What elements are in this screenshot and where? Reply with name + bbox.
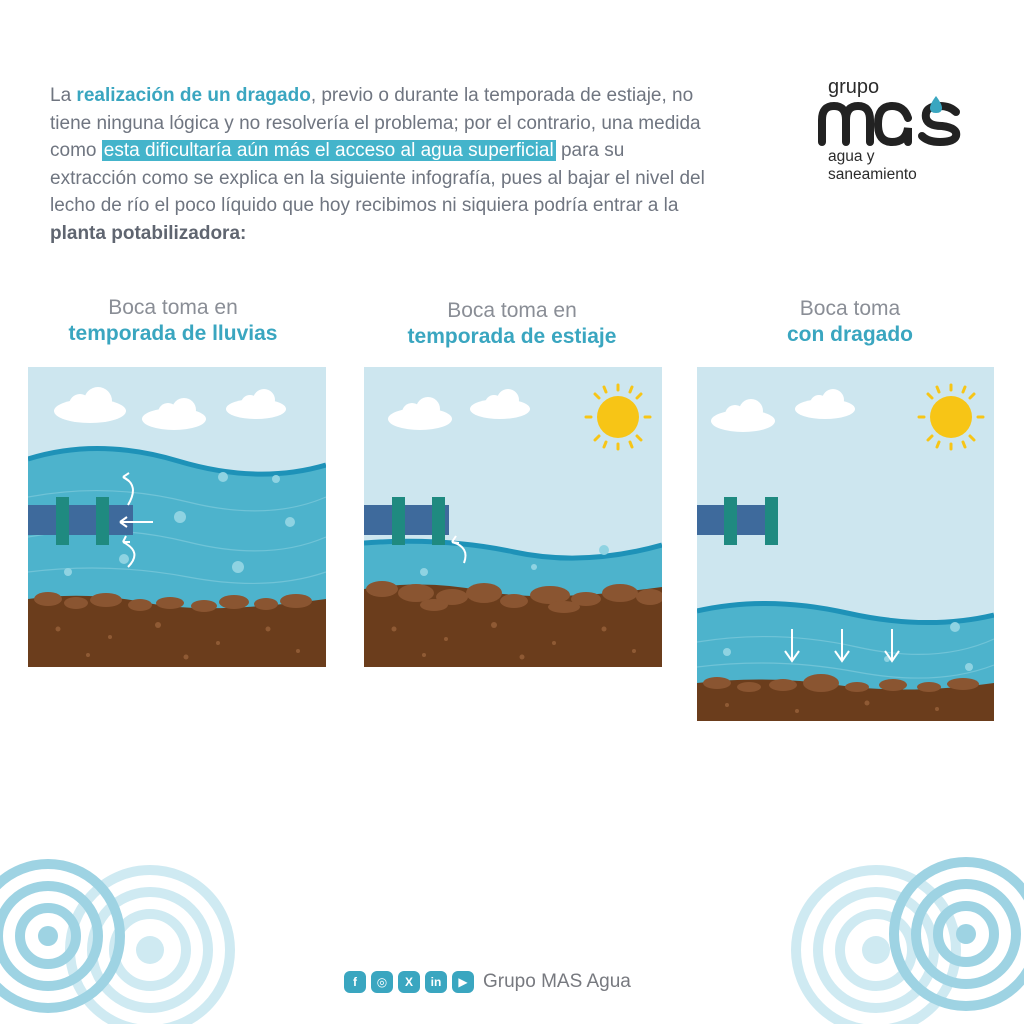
intro-paragraph [50, 82, 710, 247]
scene-dry-season [364, 367, 662, 667]
panel-title-lluvias [13, 295, 333, 347]
footer-brand-name: Grupo MAS Agua [483, 971, 631, 992]
scene-rainy-season [28, 367, 326, 667]
logo-sub-line2: saneamiento [828, 166, 917, 183]
logo-sub-line1: agua y [828, 148, 875, 165]
intro-highlight: esta dificultaría aún más el acceso al agua superficial [103, 140, 554, 161]
panel-title-line2: temporada de estiaje [407, 325, 617, 348]
panel-title-line1: Boca toma [799, 297, 901, 320]
logo-grupo-text: grupo [828, 76, 880, 98]
pipe-flange [96, 497, 109, 545]
pipe-flange [56, 497, 69, 545]
intro-accent-dredging: realización de un dragado [76, 85, 311, 106]
panel-title-line2: temporada de lluvias [68, 322, 278, 345]
pipe-flange [724, 497, 737, 545]
pipe-flange [765, 497, 778, 545]
intake-pipe [28, 505, 133, 535]
logo-mas-wordmark [818, 96, 968, 148]
youtube-icon[interactable]: ▶ [452, 971, 474, 993]
intro-strong-plant: planta potabilizadora: [50, 222, 247, 244]
panel-title-estiaje [352, 298, 672, 350]
intro-text-3: para su extracción como se explica en la siguiente infografía, pues al bajar el nivel del lecho de río el poco líquido que hoy recibimos ni siquiera podría entrar a la [50, 140, 705, 216]
decorative-circles-right [784, 850, 1024, 1024]
instagram-icon[interactable]: ◎ [371, 971, 393, 993]
linkedin-icon[interactable]: in [425, 971, 447, 993]
panel-title-line1: Boca toma en [108, 296, 238, 319]
x-icon[interactable]: X [398, 971, 420, 993]
scene-with-dredging [697, 367, 994, 721]
pipe-flange [432, 497, 445, 545]
grupo-mas-logo [818, 74, 978, 186]
intro-text-2: , previo o durante la temporada de estiaje, no tiene ninguna lógica y no resolvería el problema; por el contrario, una medida como [50, 85, 701, 161]
panel-title-line2: con dragado [786, 323, 913, 346]
facebook-icon[interactable]: f [344, 971, 366, 993]
panel-title-line1: Boca toma en [447, 299, 577, 322]
logo-subtitle [828, 148, 917, 184]
intro-text-1: La [50, 85, 77, 106]
decorative-circles-left [0, 850, 245, 1024]
social-footer [344, 967, 631, 997]
panel-title-dragado [690, 296, 1010, 348]
pipe-flange [392, 497, 405, 545]
water-drop-icon [930, 96, 942, 113]
